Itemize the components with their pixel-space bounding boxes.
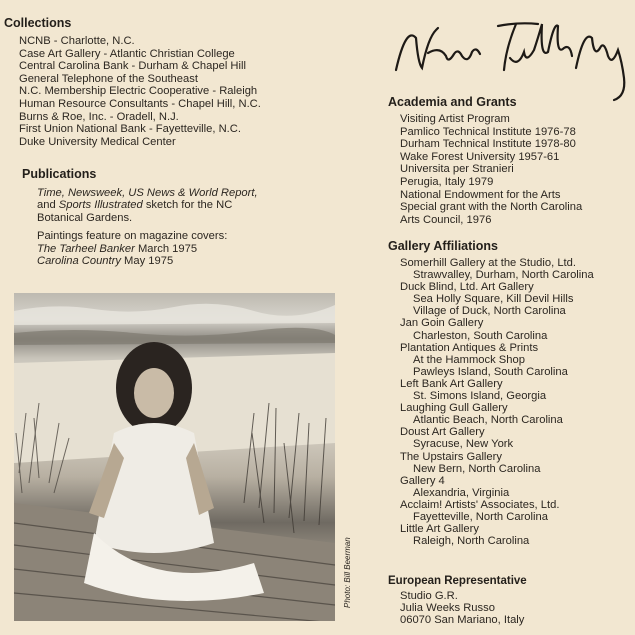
european-list — [400, 590, 527, 626]
academia-item: Perugia, Italy 1979 — [400, 175, 494, 188]
academia-item: Arts Council, 1976 — [400, 213, 492, 226]
gallery-location: Pawleys Island, South Carolina — [413, 365, 568, 378]
academia-item: Durham Technical Institute 1978-80 — [400, 138, 576, 151]
gallery-location: At the Hammock Shop — [413, 353, 525, 366]
collection-item: General Telephone of the Southeast — [19, 72, 198, 85]
gallery-location: New Bern, North Carolina — [413, 462, 541, 475]
gallery-name: Plantation Antiques & Prints — [400, 341, 539, 354]
gallery-name: The Upstairs Gallery — [400, 450, 502, 463]
publication-magazines: Time, Newsweek, US News & World Report, — [37, 187, 258, 199]
european-section — [388, 575, 527, 626]
collections-heading: Collections — [4, 16, 72, 30]
gallery-list — [400, 257, 594, 547]
gallery-location: Charleston, South Carolina — [413, 329, 548, 342]
academia-item: Universita per Stranieri — [400, 163, 514, 176]
collection-item: Duke University Medical Center — [19, 135, 176, 148]
artist-photo — [14, 293, 335, 621]
photo-credit: Photo: Bill Beerman — [343, 537, 352, 608]
gallery-name: Duck Blind, Ltd. Art Gallery — [400, 281, 534, 294]
collection-item: NCNB - Charlotte, N.C. — [19, 35, 135, 47]
gallery-name: Acclaim! Artists' Associates, Ltd. — [400, 498, 560, 511]
gallery-name: Doust Art Gallery — [400, 426, 485, 439]
collections-list — [19, 35, 324, 148]
european-heading: European Representative — [388, 575, 527, 587]
publication-text: Paintings feature on magazine covers: — [37, 230, 228, 243]
signature-illustration — [388, 8, 628, 108]
gallery-location: Atlantic Beach, North Carolina — [413, 414, 563, 427]
gallery-location: Alexandria, Virginia — [413, 486, 510, 499]
european-item: Julia Weeks Russo — [400, 602, 495, 614]
collection-item: N.C. Membership Electric Cooperative - Raleigh — [19, 85, 258, 98]
academia-item: Visiting Artist Program — [400, 113, 510, 125]
publications-section — [22, 167, 322, 267]
academia-item: Pamlico Technical Institute 1976-78 — [400, 125, 576, 138]
publication-date: May 1975 — [120, 255, 174, 268]
academia-heading: Academia and Grants — [388, 95, 517, 109]
collection-item: Case Art Gallery - Atlantic Christian College — [19, 47, 235, 60]
collections-section — [4, 16, 324, 148]
european-item: 06070 San Mariano, Italy — [400, 614, 525, 626]
collection-item: Burns & Roe, Inc. - Oradell, N.J. — [19, 110, 179, 123]
publication-text: Botanical Gardens. — [37, 211, 133, 224]
publication-magazine: The Tarheel Banker — [37, 242, 135, 255]
collection-item: Central Carolina Bank - Durham & Chapel Hill — [19, 60, 246, 73]
academia-section — [388, 95, 582, 226]
academia-item: Wake Forest University 1957-61 — [400, 150, 560, 163]
european-item: Studio G.R. — [400, 590, 458, 602]
publication-magazine: Sports Illustrated — [58, 199, 143, 212]
signature — [388, 8, 628, 108]
beach-photo-illustration — [14, 293, 335, 621]
collection-item: Human Resource Consultants - Chapel Hill, N.C. — [19, 97, 261, 110]
gallery-location: Sea Holly Square, Kill Devil Hills — [413, 293, 574, 306]
publications-body — [37, 187, 322, 267]
gallery-location: Syracuse, New York — [413, 438, 514, 451]
gallery-name: Somerhill Gallery at the Studio, Ltd. — [400, 257, 576, 269]
gallery-name: Jan Goin Gallery — [400, 317, 484, 330]
gallery-name: Laughing Gull Gallery — [400, 402, 508, 415]
gallery-location: Fayetteville, North Carolina — [413, 510, 548, 523]
publications-heading: Publications — [22, 167, 97, 181]
gallery-location: Village of Duck, North Carolina — [413, 305, 566, 318]
gallery-location: St. Simons Island, Georgia — [413, 390, 547, 403]
gallery-location: Strawvalley, Durham, North Carolina — [413, 269, 594, 282]
academia-item: Special grant with the North Carolina — [400, 201, 583, 214]
publication-text: and — [37, 199, 59, 212]
gallery-name: Little Art Gallery — [400, 523, 479, 536]
gallery-name: Left Bank Art Gallery — [400, 377, 503, 390]
gallery-heading: Gallery Affiliations — [388, 239, 498, 253]
publication-date: March 1975 — [134, 242, 198, 255]
academia-item: National Endowment for the Arts — [400, 188, 561, 201]
gallery-location: Raleigh, North Carolina — [413, 535, 530, 548]
publication-text: sketch for the NC — [142, 199, 233, 212]
collection-item: First Union National Bank - Fayetteville, N.C. — [19, 123, 241, 136]
publication-magazine: Carolina Country — [37, 255, 121, 268]
gallery-section — [388, 239, 594, 547]
academia-list — [400, 113, 582, 226]
gallery-name: Gallery 4 — [400, 474, 445, 487]
